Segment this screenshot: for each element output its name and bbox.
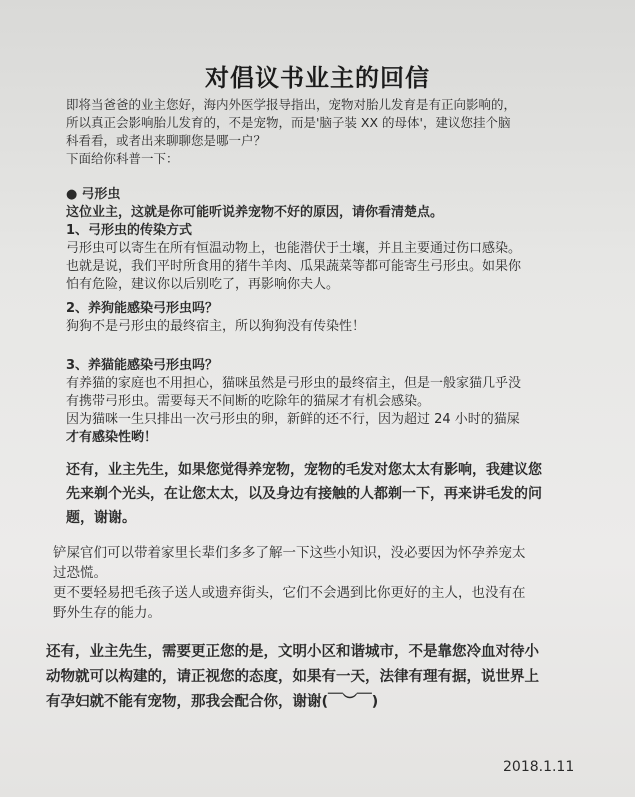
bullet-dot-icon: ● (66, 187, 78, 202)
section-line: 怕有危险，建议你以后别吃了，再影响你夫人。 (66, 277, 340, 292)
closing-line: 有孕妇就不能有宠物，那我会配合你，谢谢(￣︶￣) (46, 694, 379, 710)
intro-line: 科看看，或者出来聊聊您是哪一户？ (66, 133, 267, 148)
section-2 (66, 300, 365, 336)
section-line: 有养猫的家庭也不用担心，猫咪虽然是弓形虫的最终宿主，但是一般家猫几乎没 (66, 376, 522, 391)
tips-line: 铲屎官们可以带着家里长辈们多多了解一下这些小知识，没必要因为怀孕养宠太 (53, 545, 526, 561)
section-heading: 2、养狗能感染弓形虫吗？ (66, 301, 219, 316)
section-line: 因为猫咪一生只排出一次弓形虫的卵，新鲜的还不行，因为超过 24 小时的猫屎 (66, 412, 520, 427)
closing-paragraph (46, 640, 539, 715)
closing-line: 动物就可以构建的，请正视您的态度，如果有一天，法律有理有据，说世界上 (46, 669, 539, 685)
section-line: 有携带弓形虫。需要每天不间断的吃除年的猫屎才有机会感染。 (66, 394, 431, 409)
tips-line: 过恐慌。 (53, 565, 107, 581)
letter-title: 对倡议书业主的回信 (205, 64, 430, 92)
letter-date: 2018.1.11 (503, 759, 575, 775)
section-3 (66, 357, 521, 447)
section-line: 才有感染性哟！ (66, 430, 158, 445)
bullet-label: 弓形虫 (81, 187, 121, 202)
tips-paragraph (53, 543, 526, 623)
section-heading: 1、弓形虫的传染方式 (66, 223, 193, 238)
paragraph-line: 先来剃个光头，在让您太太，以及身边有接触的人都剃一下，再来讲毛发的问 (66, 486, 542, 502)
section-line: 也就是说，我们平时所食用的猪牛羊肉、瓜果蔬菜等都可能寄生弓形虫。如果你 (66, 259, 522, 274)
section-1 (66, 204, 521, 294)
tips-line: 野外生存的能力。 (53, 605, 161, 621)
bullet-line: 这位业主，这就是你可能听说养宠物不好的原因，请你看清楚点。 (66, 205, 444, 220)
tips-line: 更不要轻易把毛孩子送人或遗弃街头，它们不会遇到比你更好的主人，也没有在 (53, 585, 526, 601)
intro-line: 即将当爸爸的业主您好，海内外医学报导指出，宠物对胎儿发育是有正向影响的， (66, 97, 517, 112)
closing-line: 还有，业主先生，需要更正您的是，文明小区和谐城市，不是靠您冷血对待小 (46, 644, 539, 660)
section-heading: 3、养猫能感染弓形虫吗？ (66, 358, 219, 373)
intro-paragraph (66, 96, 516, 168)
section-line: 狗狗不是弓形虫的最终宿主，所以狗狗没有传染性！ (66, 319, 366, 334)
paragraph-line: 还有，业主先生，如果您觉得养宠物，宠物的毛发对您太太有影响，我建议您 (66, 462, 542, 478)
intro-line: 所以真正会影响胎儿发育的，不是宠物，而是'脑子装 XX 的母体'，建议您挂个脑 (66, 115, 511, 130)
haircut-paragraph (66, 458, 542, 530)
section-line: 弓形虫可以寄生在所有恒温动物上，也能潜伏于土壤，并且主要通过伤口感染。 (66, 241, 522, 256)
bullet-heading (66, 186, 120, 204)
intro-line: 下面给你科普一下： (66, 151, 179, 166)
paragraph-line: 题，谢谢。 (66, 510, 136, 526)
